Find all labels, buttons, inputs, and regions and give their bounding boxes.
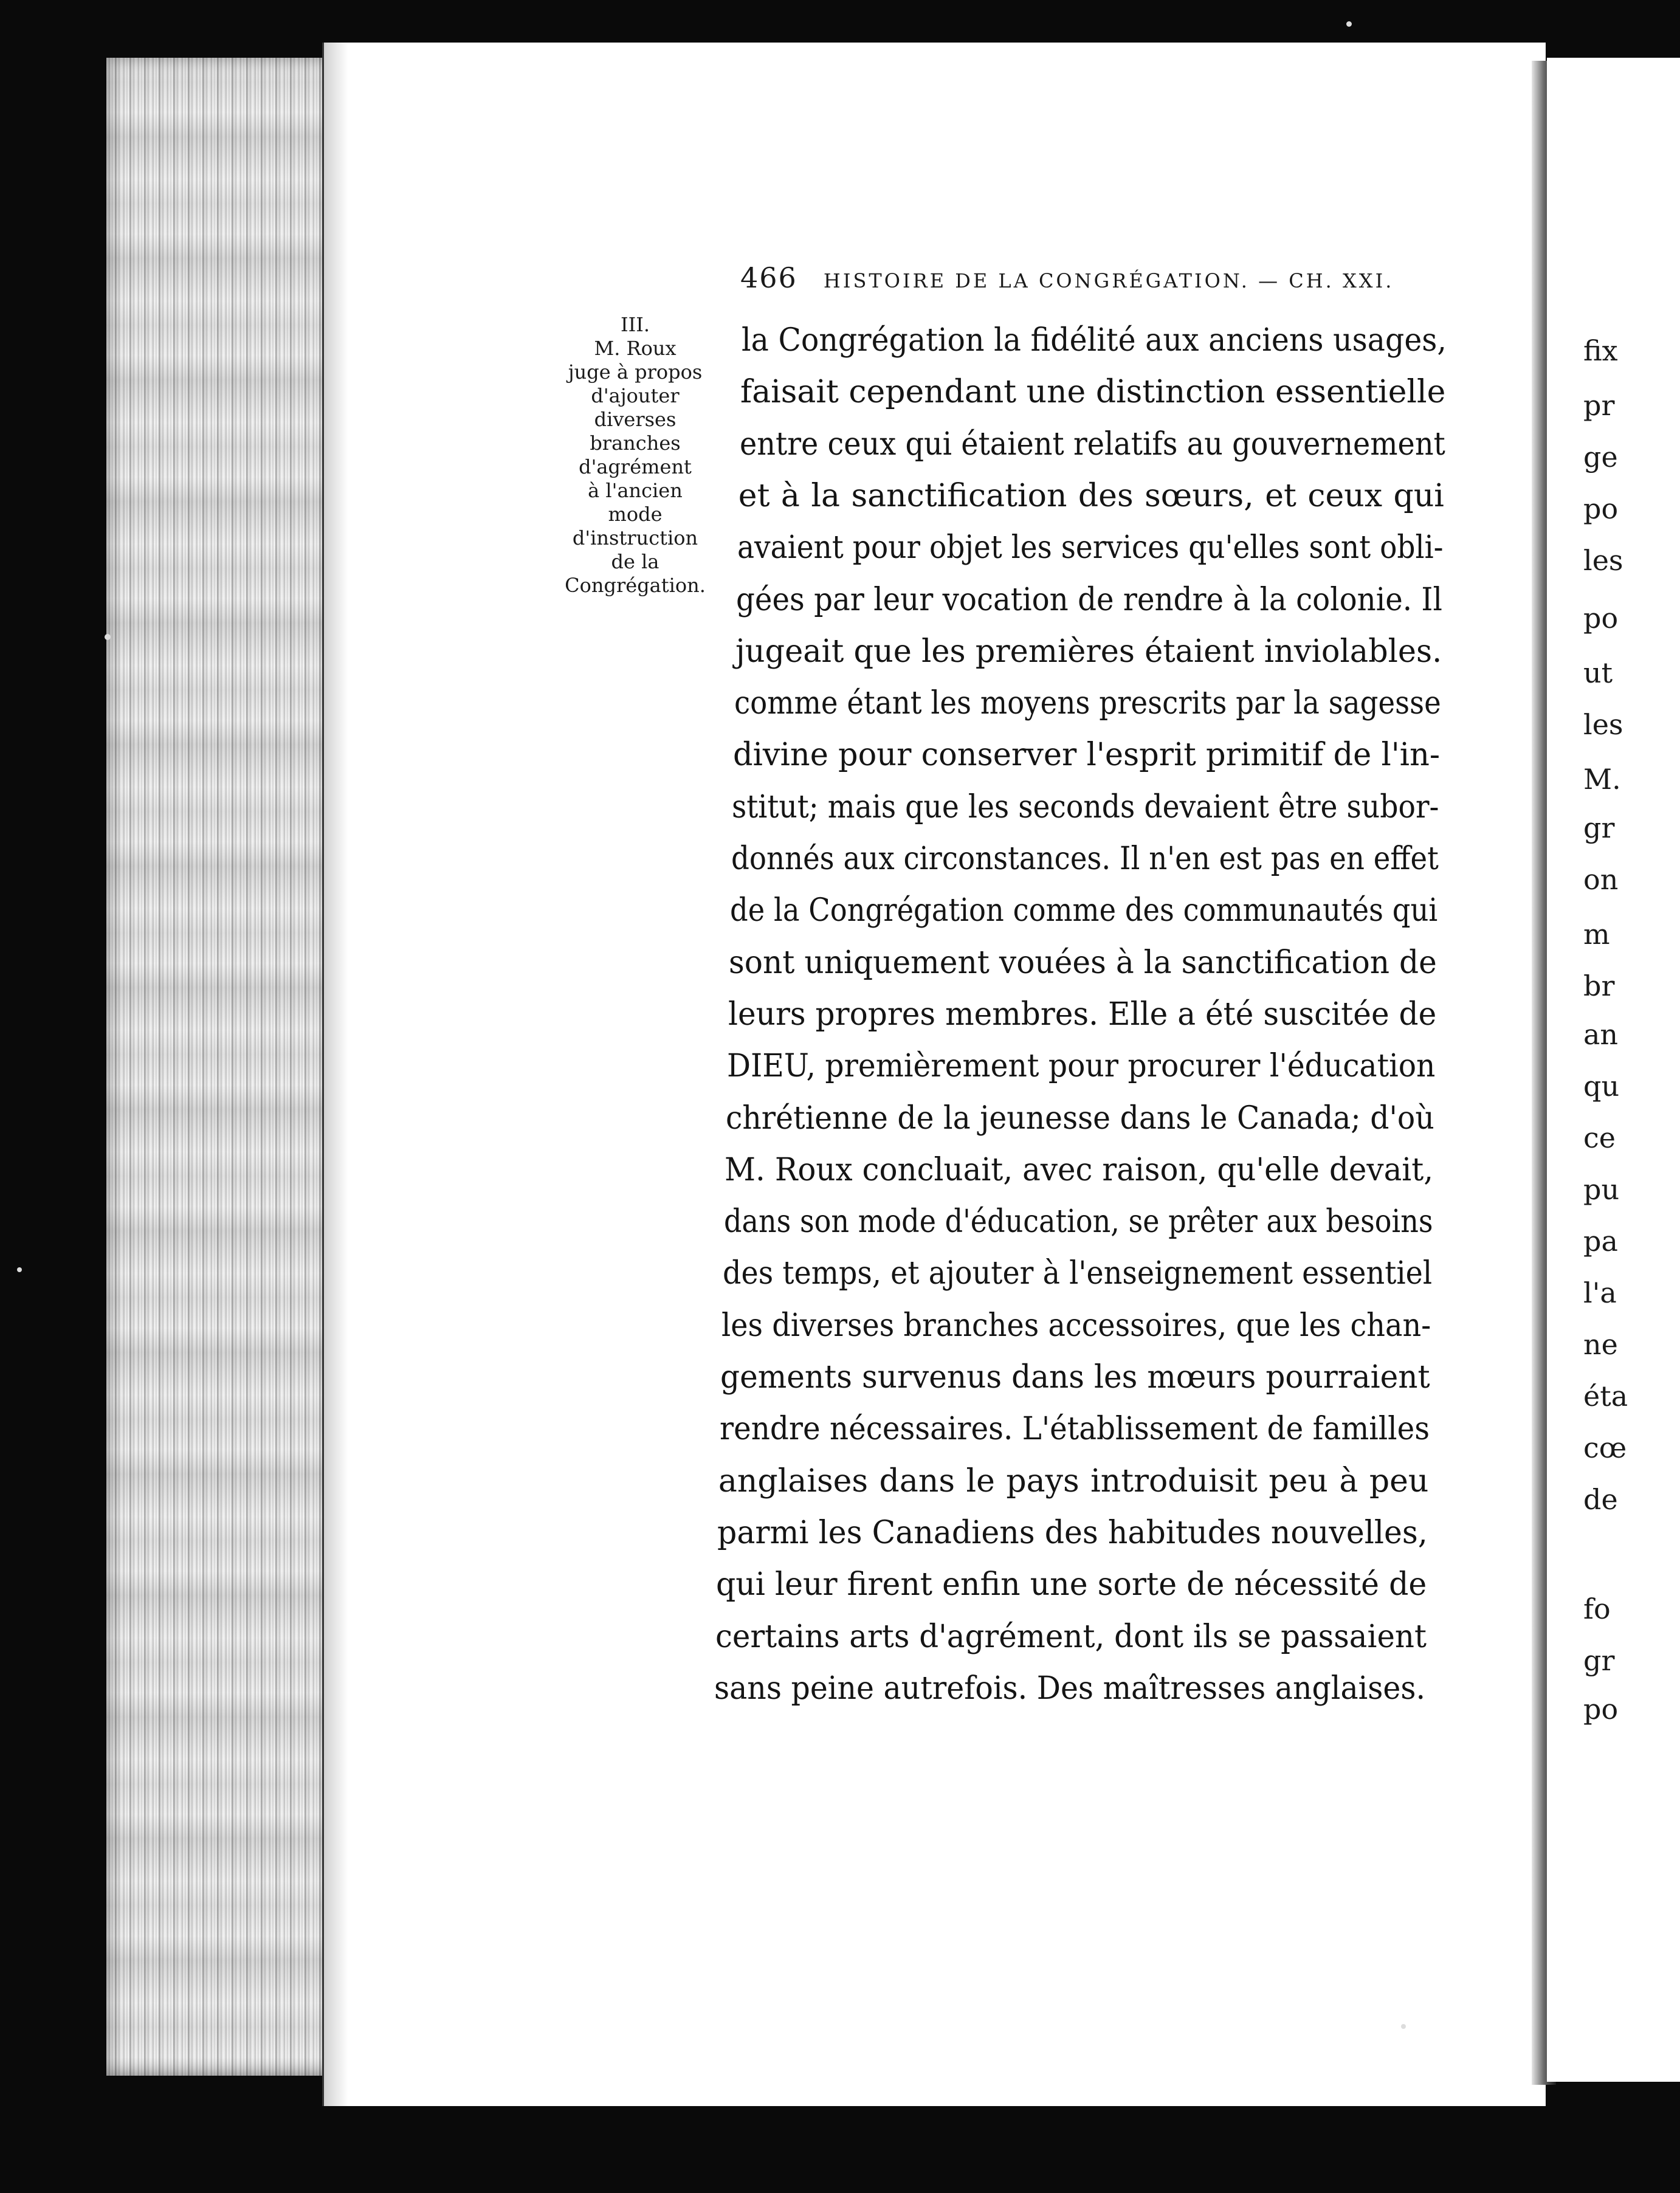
- right-page-fragment: pu: [1583, 1173, 1620, 1206]
- right-page-fragment: br: [1583, 969, 1615, 1002]
- body-line: la Congrégation la fidélité aux anciens usages,: [742, 322, 1447, 359]
- right-page-fragment: ce: [1583, 1121, 1616, 1154]
- margin-note-line: à l'ancien: [588, 479, 683, 502]
- margin-note-line: de la: [611, 550, 659, 573]
- right-page-fragment: pa: [1583, 1225, 1618, 1258]
- body-line: dans son mode d'éducation, se prêter aux besoins: [723, 1203, 1433, 1241]
- body-line: rendre nécessaires. L'établissement de familles: [719, 1411, 1430, 1448]
- right-page-fragment: ge: [1583, 441, 1618, 473]
- right-page-fragment: an: [1583, 1018, 1619, 1051]
- right-page-fragment: fix: [1583, 334, 1618, 367]
- running-title: HISTOIRE DE LA CONGRÉGATION. — CH. XXI.: [823, 269, 1394, 292]
- body-line: certains arts d'agrément, dont ils se passaient: [715, 1618, 1427, 1655]
- margin-note-line: Congrégation.: [565, 574, 706, 597]
- right-page-fragment: on: [1583, 863, 1619, 896]
- body-line: des temps, et ajouter à l'enseignement essentiel: [722, 1255, 1432, 1292]
- body-line: les diverses branches accessoires, que les chan-: [721, 1307, 1431, 1344]
- right-page-fragment: qu: [1583, 1070, 1620, 1103]
- body-line: leurs propres membres. Elle a été suscitée de: [728, 996, 1436, 1033]
- right-page-fragment: éta: [1583, 1380, 1628, 1413]
- body-line: avaient pour objet les services qu'elles sont obli-: [737, 529, 1444, 566]
- body-line: chrétienne de la jeunesse dans le Canada; d'où: [726, 1100, 1434, 1137]
- right-page-fragment: m: [1583, 918, 1610, 951]
- body-line: sans peine autrefois. Des maîtresses anglaises.: [714, 1670, 1426, 1707]
- right-page-fragment: les: [1583, 708, 1623, 741]
- margin-note-line: juge à propos: [568, 360, 703, 384]
- right-page-fragment: l'a: [1583, 1276, 1617, 1309]
- margin-note-line: M. Roux: [594, 337, 676, 360]
- margin-note-line: mode: [608, 503, 663, 526]
- right-page-fragment: M.: [1583, 763, 1621, 796]
- body-line: M. Roux concluait, avec raison, qu'elle devait,: [725, 1151, 1434, 1188]
- dust-speck: [1401, 2024, 1406, 2029]
- right-page-fragment: pr: [1583, 389, 1615, 422]
- margin-note-line: d'agrément: [579, 455, 692, 478]
- body-line: entre ceux qui étaient relatifs au gouvernement: [739, 425, 1445, 463]
- body-line: divine pour conserver l'esprit primitif de l'in-: [733, 737, 1441, 774]
- right-page-fragment: po: [1583, 602, 1619, 635]
- body-line: parmi les Canadiens des habitudes nouvelles,: [717, 1514, 1428, 1551]
- margin-note-line: diverses: [594, 408, 676, 431]
- right-page-fragment: fo: [1583, 1592, 1611, 1625]
- right-page-fragment: gr: [1583, 811, 1615, 844]
- body-line: qui leur firent enfin une sorte de nécessité de: [716, 1566, 1427, 1603]
- margin-note-line: d'instruction: [572, 526, 698, 549]
- body-line: sont uniquement vouées à la sanctification de: [729, 944, 1437, 981]
- body-line: jugeait que les premières étaient inviolables.: [735, 633, 1442, 670]
- dust-speck: [105, 634, 111, 640]
- margin-note-line: branches: [590, 432, 681, 455]
- body-line: de la Congrégation comme des communautés qui: [729, 892, 1438, 929]
- margin-note-line: d'ajouter: [591, 384, 680, 407]
- body-line: faisait cependant une distinction essentielle: [740, 374, 1446, 411]
- body-line: DIEU, premièrement pour procurer l'éducation: [726, 1048, 1436, 1085]
- right-page-fragment: po: [1583, 492, 1619, 525]
- body-line: et à la sanctification des sœurs, et ceux qui: [738, 477, 1444, 514]
- right-page-fragment: cœ: [1583, 1431, 1627, 1464]
- dust-speck: [17, 1267, 22, 1272]
- body-line: donnés aux circonstances. Il n'en est pas en effet: [731, 841, 1439, 877]
- dust-speck: [1346, 21, 1352, 27]
- body-line: gements survenus dans les mœurs pourraient: [720, 1359, 1431, 1396]
- right-page-fragment: ut: [1583, 656, 1613, 689]
- body-line: stitut; mais que les seconds devaient être subor-: [732, 788, 1439, 825]
- body-line: anglaises dans le pays introduisit peu à peu: [718, 1462, 1429, 1499]
- right-page-fragment: les: [1583, 544, 1623, 577]
- right-page-fragment: po: [1583, 1693, 1619, 1726]
- margin-note-line: III.: [620, 313, 650, 336]
- right-page-fragment: de: [1583, 1483, 1618, 1516]
- right-page-fragment: ne: [1583, 1328, 1618, 1361]
- page-number: 466: [740, 261, 797, 294]
- right-page-fragment: gr: [1583, 1644, 1615, 1677]
- body-line: gées par leur vocation de rendre à la colonie. Il: [736, 581, 1443, 618]
- body-line: comme étant les moyens prescrits par la sagesse: [734, 685, 1441, 722]
